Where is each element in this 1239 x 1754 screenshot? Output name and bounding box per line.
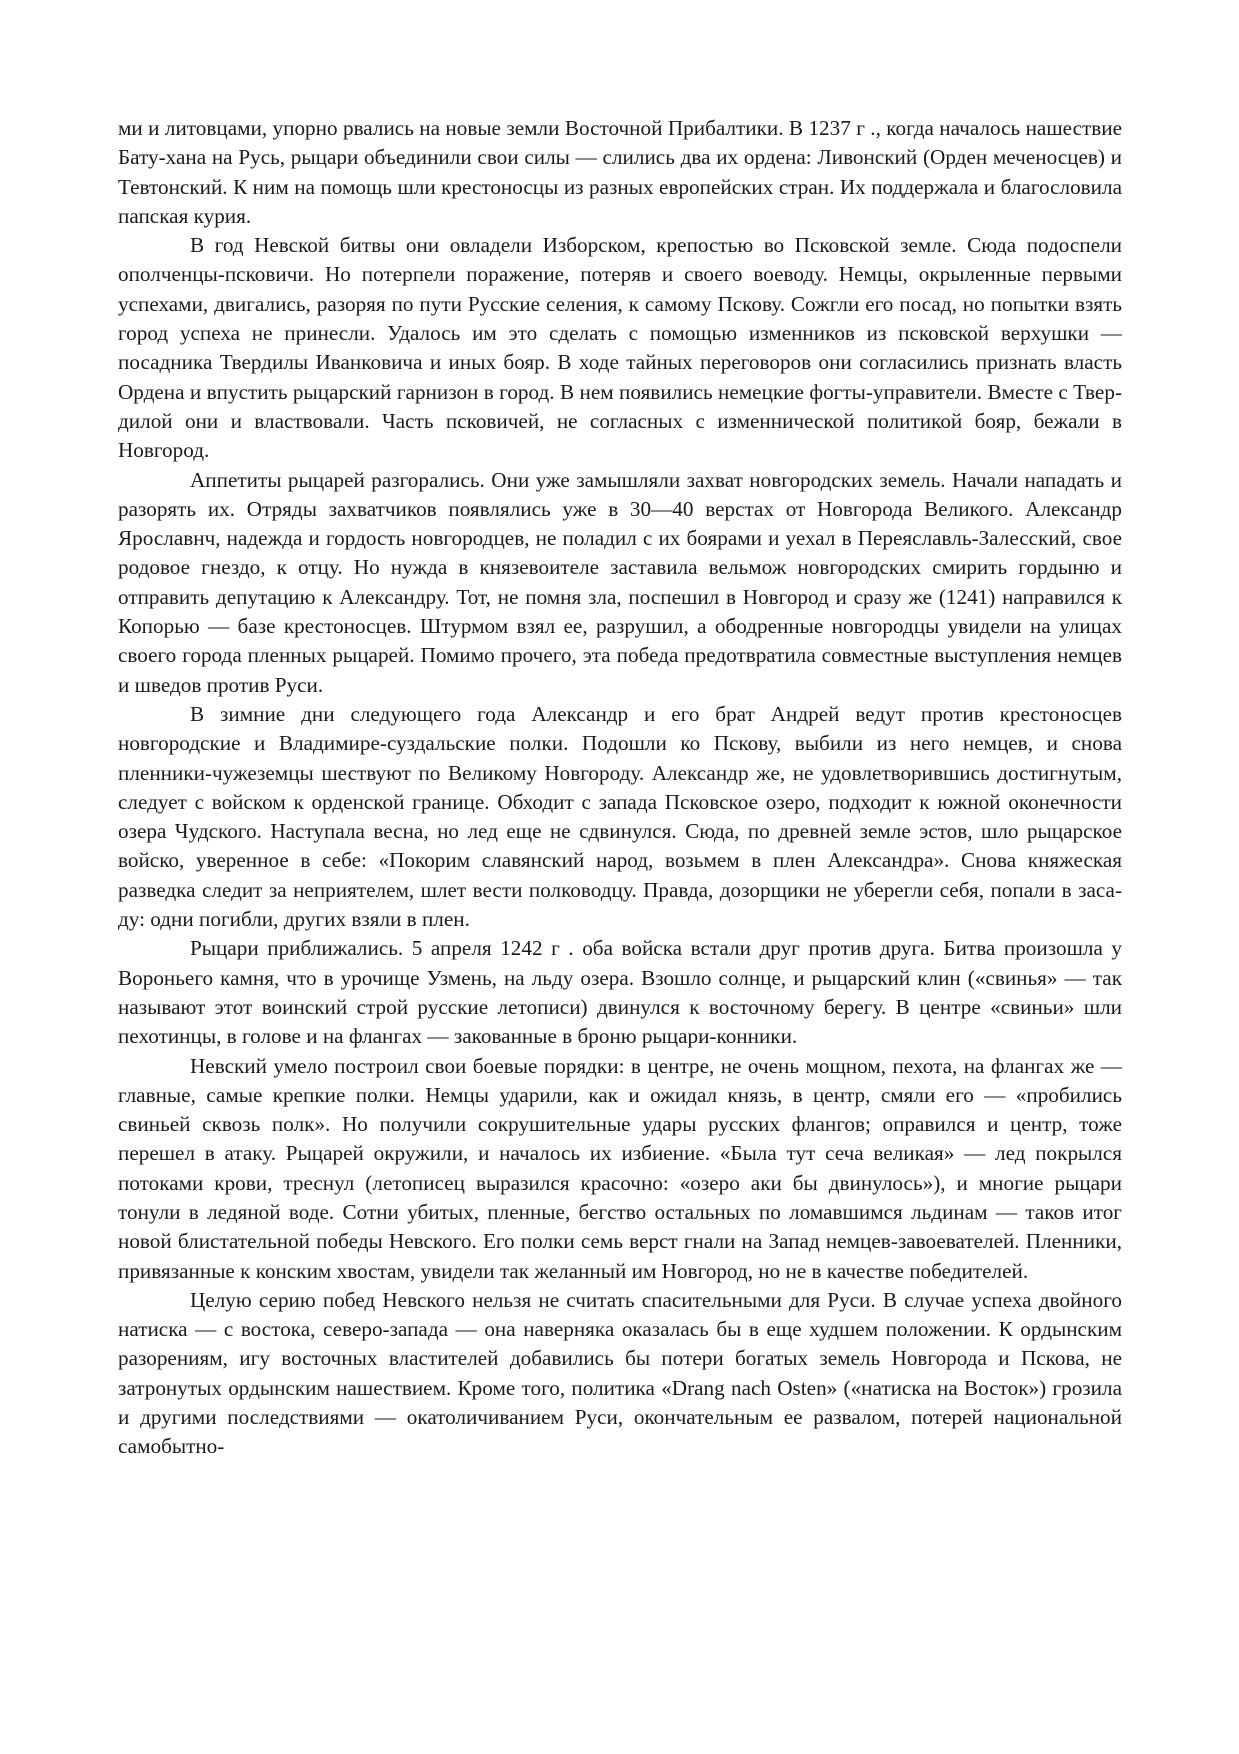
paragraph: Невский умело построил свои боевые порядки: в центре, не очень мощном, пехота, на флангах же — главные, самые крепкие полки. Немцы ударили, как и ожидал князь, в центр, смяли его — «пробились свиньей сквозь полк». Но получили сокрушительные удары русских флангов; оправился и центр, тоже перешел в атаку. Рыцарей окружили, и началось их избиение. «Была тут сеча великая» — лед покрылся потоками крови, треснул (летописец выразился красочно: «озеро аки бы двинулось»), и многие рыцари тонули в ледяной воде. Сотни убитых, пленные, бегство остальных по ломавшимся льдинам — таков итог новой блистательной победы Невского. Его полки семь верст гнали на Запад немцев-завоевателей. Пленники, привязанные к конским хвостам, увидели так желанный им Новгород, но не в качестве победителей. — [118, 1053, 1122, 1283]
paragraph: В год Невской битвы они овладели Изборском, крепостью во Псковской земле. Сюда подоспели ополченцы-псковичи. Но потерпели поражение, потеряв и своего воеводу. Немцы, окрыленные первыми успехами, двигались, разоряя по пути Русские селения, к самому Пскову. Сожгли его посад, но попытки взять город успеха не принесли. Удалось им это сделать с помощью изменников из псковской верхушки — посадника Твердилы Иванковича и иных бояр. В ходе тайных переговоров они согласились признать власть Ордена и впустить рыцарский гарнизон в город. В нем появились немецкие фогты-управители. Вместе с Твердилой они и властвовали. Часть псковичей, не согласных с изменнической политикой бояр, бежали в Новгород. — [118, 233, 1122, 463]
paragraph: Целую серию побед Невского нельзя не считать спасительными для Руси. В случае успеха двойного натиска — с востока, северо-запада — она наверняка оказалась бы в еще худшем положении. К ордынским разорениям, игу восточных властителей добавились бы потери богатых земель Новгорода и Пскова, не затронутых ордынским нашествием. Кроме того, политика «Drang nach Osten» («натиска на Восток») грозила и другими последствиями — окатоличиванием Руси, окончательным ее развалом, потерей национальной самобытно- — [118, 1287, 1122, 1459]
document-page — [118, 114, 1122, 1462]
paragraph: В зимние дни следующего года Александр и его брат Андрей ведут против крестоносцев новгородские и Владимире-суздальские полки. Подошли ко Пскову, выбили из него немцев, и снова пленники-чужеземцы шествуют по Великому Новгороду. Александр же, не удовлетворившись достигнутым, следует с войском к орденской границе. Обходит с запада Псковское озеро, подходит к южной оконечности озера Чудского. Наступала весна, но лед еще не сдвинулся. Сюда, по древней земле эстов, шло рыцарское войско, уверенное в себе: «Покорим славянский народ, возьмем в плен Александра». Снова княжеская разведка следит за неприятелем, шлет вести полководцу. Правда, дозорщики не уберегли себя, попали в засаду: одни погибли, других взяли в плен. — [118, 701, 1122, 932]
paragraph: Рыцари приближались. 5 апреля 1242 г . оба войска встали друг против друга. Битва произошла у Вороньего камня, что в урочище Узмень, на льду озера. Взошло солнце, и рыцарский клин («свинья» — так называют этот воинский строй русские летописи) двинулся к восточному берегу. В центре «свиньи» шли пехотинцы, в голове и на флангах — закованные в броню рыцари-конники. — [118, 936, 1122, 1049]
paragraph: Аппетиты рыцарей разгорались. Они уже замышляли захват новгородских земель. Начали нападать и разорять их. Отряды захватчиков появлялись уже в 30—40 верстах от Новгорода Великого. Александр Ярославнч, надежда и гордость новгородцев, не поладил с их боярами и уехал в Переяславль-Залесский, свое родовое гнездо, к отцу. Но нужда в князевоителе заставила вельмож новгородских смирить гордыню и отправить депутацию к Александру. Тот, не помня зла, поспешил в Новгород и сразу же (1241) направился к Копорью — базе крестоносцев. Штурмом взял ее, разрушил, а ободренные новгородцы увидели на улицах своего города пленных рыцарей. Помимо прочего, эта победа предотвратила совместные выступления немцев и шведов против Руси. — [118, 467, 1122, 697]
paragraph: ми и литовцами, упорно рвались на новые земли Восточной Прибалтики. В 1237 г ., когда началось нашествие Бату-хана на Русь, рыцари объединили свои силы — слились два их ордена: Ливонский (Орден меченосцев) и Тевтонский. К ним на помощь шли крестоносцы из разных европейских стран. Их поддержала и благословила папская курия. — [118, 116, 1122, 228]
